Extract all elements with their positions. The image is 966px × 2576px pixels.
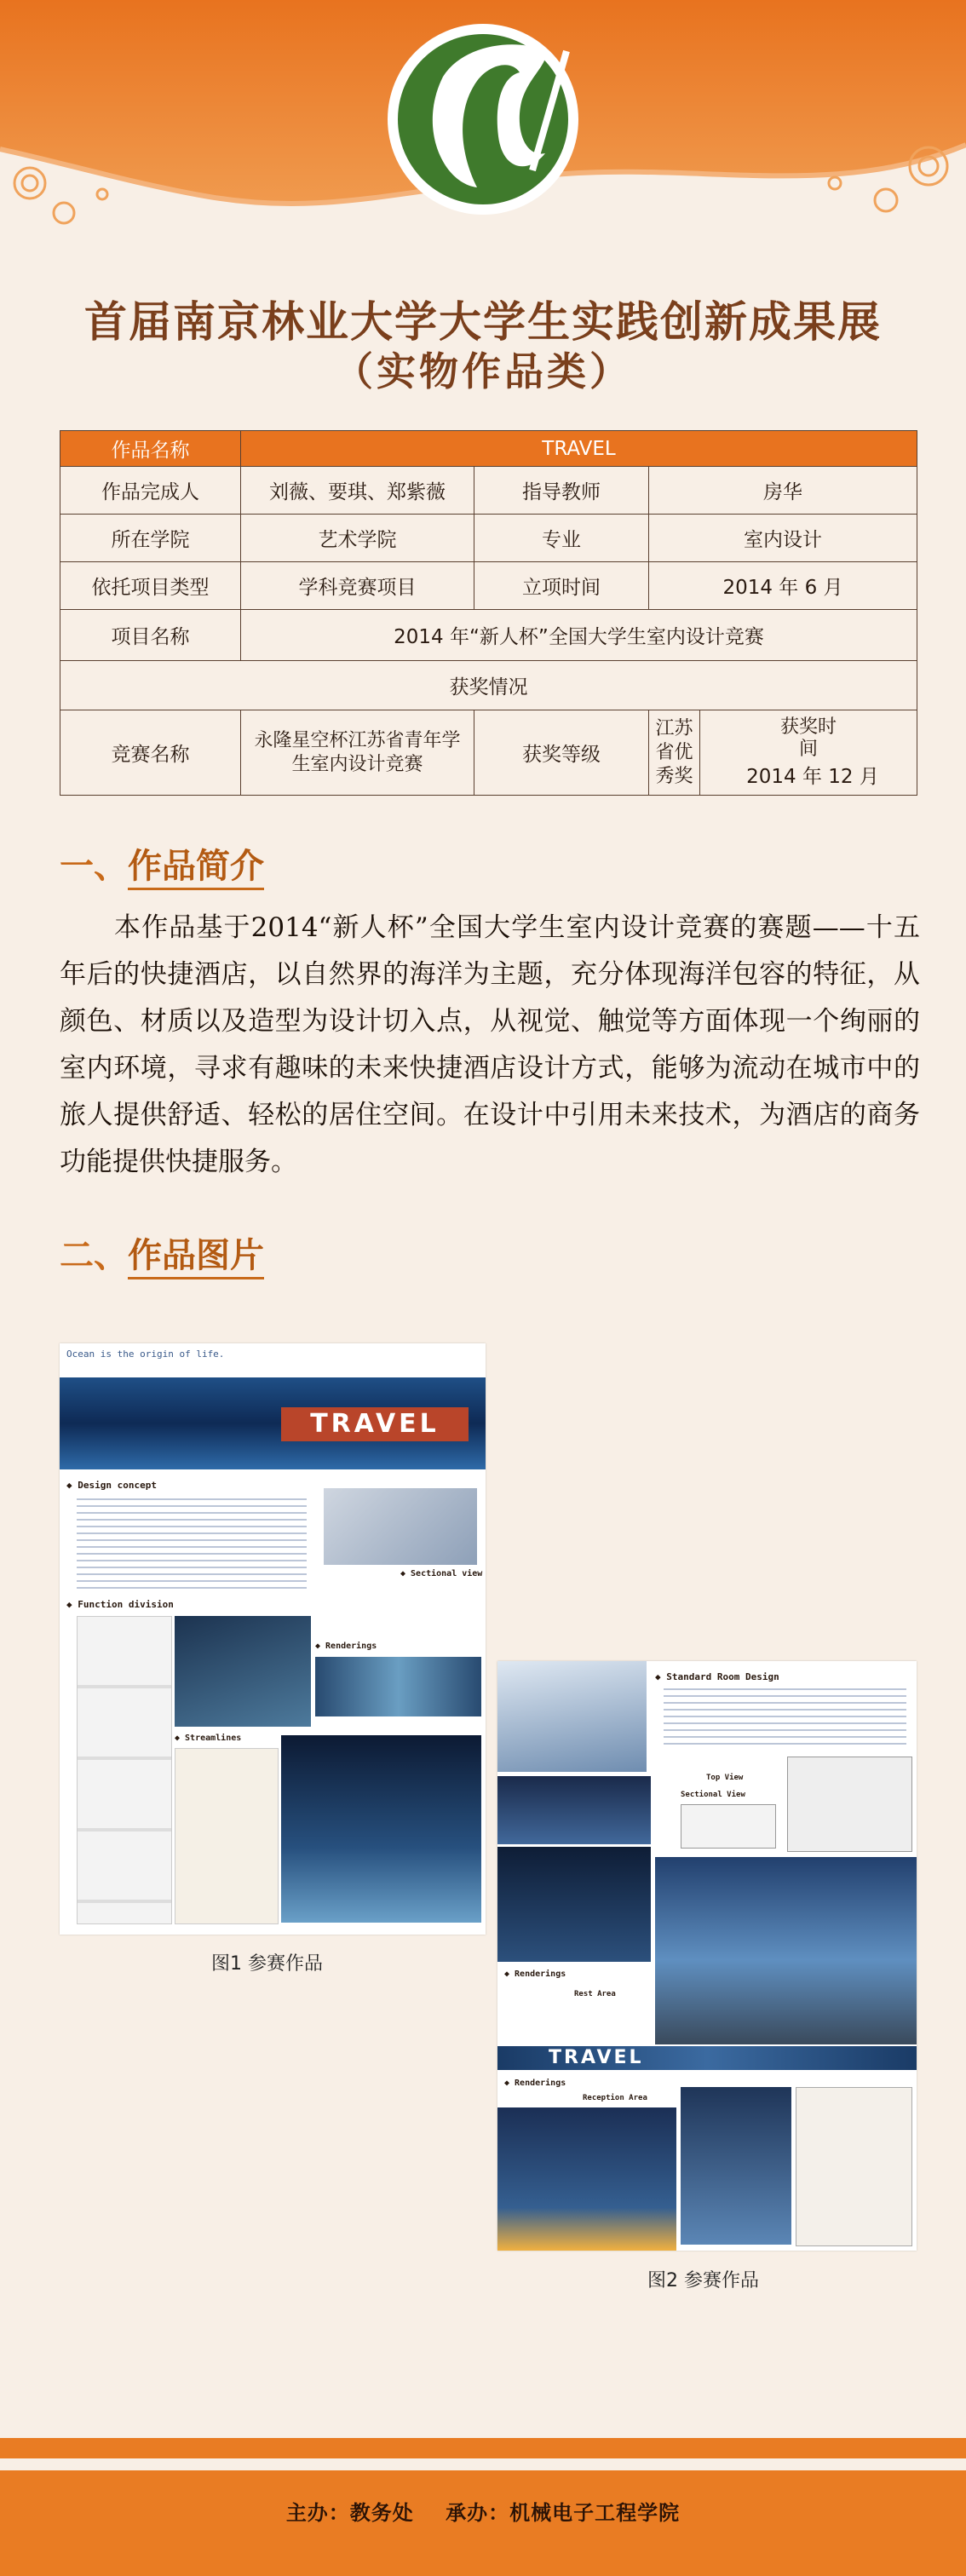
corridor-rendering	[281, 1735, 481, 1923]
time-value: 2014 年 6 月	[649, 562, 917, 610]
project-value: 2014 年“新人杯”全国大学生室内设计竞赛	[241, 610, 917, 661]
design-concept-text	[77, 1498, 307, 1592]
figure-1-caption: 图1 参赛作品	[211, 1953, 323, 1975]
streamline-plan	[175, 1748, 279, 1924]
school-label: 所在学院	[60, 515, 241, 562]
teacher-value: 房华	[649, 467, 917, 515]
award-header: 获奖情况	[60, 661, 917, 710]
section-2-heading: 二、作品图片	[60, 1228, 264, 1277]
award-time-cell	[700, 710, 917, 796]
major-label: 专业	[474, 515, 649, 562]
room-rendering-1	[497, 1661, 647, 1772]
sectional-model	[324, 1488, 477, 1565]
reception-plans	[796, 2087, 912, 2246]
top-view-label: Top View	[706, 1774, 744, 1782]
floor-plans	[77, 1616, 172, 1924]
reception-rendering	[497, 2107, 676, 2251]
footer-sponsors	[0, 2496, 966, 2526]
reception-area-label: Reception Area	[583, 2094, 647, 2102]
school-value: 艺术学院	[241, 515, 474, 562]
function-division-label: ◆ Function division	[66, 1599, 174, 1610]
room-rendering-3	[497, 1847, 651, 1962]
renderings-label-2: ◆ Renderings	[504, 1969, 566, 1979]
award-time-label: 获奖时间	[779, 716, 837, 760]
renderings-label: ◆ Renderings	[315, 1642, 377, 1651]
competition-label: 竞赛名称	[60, 710, 241, 796]
project-label: 项目名称	[60, 610, 241, 661]
standard-room-label: ◆ Standard Room Design	[655, 1671, 779, 1682]
sectional-view-label-2: Sectional View	[681, 1791, 745, 1799]
figure-1-banner: TRAVEL	[281, 1407, 469, 1441]
page-subtitle: （实物作品类）	[334, 348, 632, 394]
university-logo-icon	[388, 24, 578, 215]
author-value: 刘薇、要琪、郑紫薇	[241, 467, 474, 515]
room-rendering-2	[497, 1776, 651, 1844]
figure-2-caption: 图2 参赛作品	[647, 2270, 759, 2291]
name-value: TRAVEL	[241, 431, 917, 467]
figure-2-image	[497, 1661, 917, 2251]
streamlines-label: ◆ Streamlines	[175, 1734, 242, 1743]
type-value: 学科竞赛项目	[241, 562, 474, 610]
rest-area-label: Rest Area	[574, 1990, 616, 1998]
type-label: 依托项目类型	[60, 562, 241, 610]
lobby-rendering	[175, 1616, 311, 1727]
award-level-value: 江苏省优秀奖	[649, 710, 700, 796]
section-1-heading: 一、作品简介	[60, 839, 264, 888]
host-text: 主办：教务处	[285, 2501, 414, 2525]
footer-band-top	[0, 2438, 966, 2458]
award-time-value: 2014 年 12 月	[746, 766, 879, 788]
name-label: 作品名称	[60, 431, 241, 467]
intro-paragraph: 本作品基于2014“新人杯”全国大学生室内设计竞赛的赛题——十五年后的快捷酒店，以自然界的海洋为主题，充分体现海洋包容的特征，从颜色、材质以及造型为设计切入点，从视觉、触觉等方面体现一个绚丽的室内环境，寻求有趣味的未来快捷酒店设计方式，能够为流动在城市中的旅人提供舒适、轻松的居住空间。在设计中引用未来技术，为酒店的商务功能提供快捷服务。	[60, 912, 920, 1177]
organizer-text: 承办：机械电子工程学院	[446, 2501, 681, 2525]
teacher-label: 指导教师	[474, 467, 649, 515]
reception-rendering-2	[681, 2087, 791, 2245]
small-renderings	[315, 1657, 481, 1716]
sectional-view-label: ◆ Sectional view	[400, 1569, 483, 1578]
header-banner	[0, 0, 966, 281]
competition-value: 永隆星空杯江苏省青年学生室内设计竞赛	[241, 710, 474, 796]
time-label: 立项时间	[474, 562, 649, 610]
standard-room-text	[664, 1688, 906, 1748]
figure-1-image	[60, 1343, 486, 1935]
project-info-table	[60, 430, 917, 796]
major-value: 室内设计	[649, 515, 917, 562]
author-label: 作品完成人	[60, 467, 241, 515]
page-title: 首届南京林业大学大学生实践创新成果展	[84, 296, 882, 347]
top-view-plan	[787, 1757, 912, 1852]
design-concept-label: ◆ Design concept	[66, 1480, 157, 1491]
bedroom-rendering	[655, 1857, 917, 2044]
section-drawing	[681, 1804, 776, 1849]
renderings-label-3: ◆ Renderings	[504, 2079, 566, 2088]
figure-2-banner: TRAVEL	[549, 2047, 644, 2068]
award-level-label: 获奖等级	[474, 710, 649, 796]
figure-1-tagline: Ocean is the origin of life.	[66, 1348, 225, 1360]
